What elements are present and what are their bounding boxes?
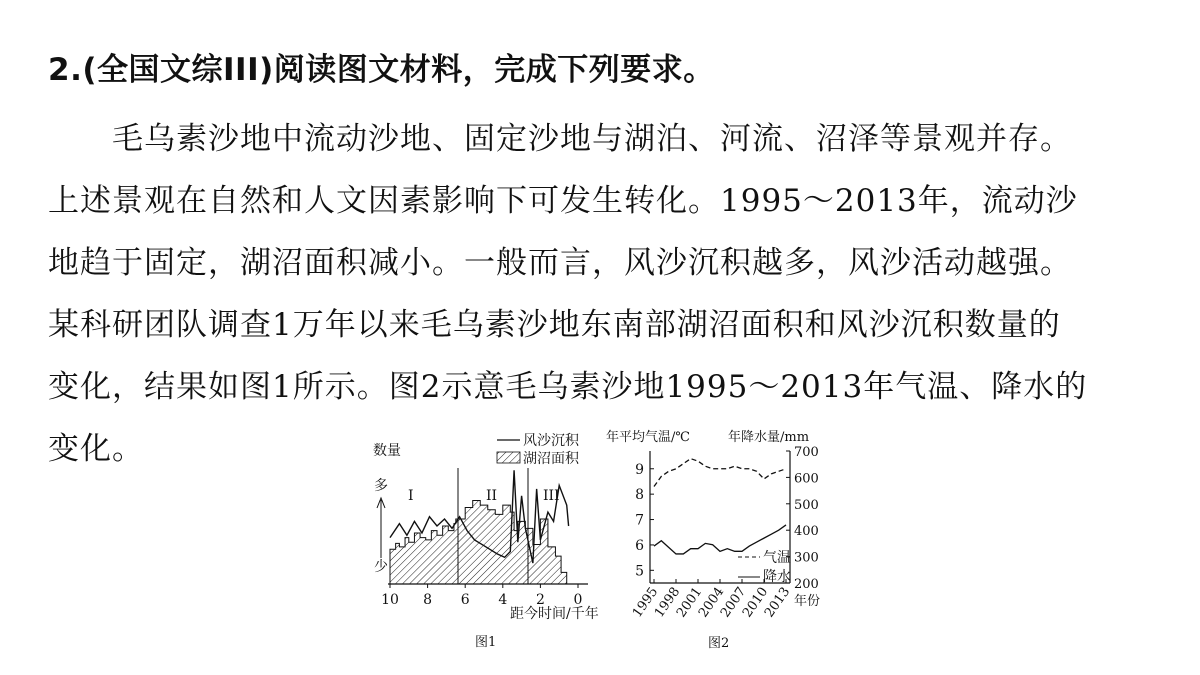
x-tick-label: 4 [498, 592, 508, 608]
figure2-ylabel-left: 年平均气温/℃ [606, 430, 690, 445]
figure1-caption: 图1 [475, 635, 497, 650]
paragraph-line: 地趋于固定，湖沼面积减小。一般而言，风沙沉积越多，风沙活动越强。 [48, 245, 1072, 281]
figure2-chart [600, 425, 840, 660]
x-tick-label: 6 [460, 592, 470, 608]
figure2-ylabel-right: 年降水量/mm [728, 430, 810, 445]
x-tick-label: 10 [381, 592, 399, 608]
figure2-caption: 图2 [708, 636, 730, 651]
paragraph-line: 某科研团队调查1万年以来毛乌素沙地东南部湖沼面积和风沙沉积数量的 [48, 307, 1061, 343]
x-tick-label: 2001 [674, 584, 706, 621]
figure1-chart [360, 428, 630, 658]
right-tick-label: 300 [794, 550, 819, 566]
right-tick-label: 700 [794, 445, 819, 460]
x-tick-label: 2 [535, 592, 545, 608]
figure2-series [654, 459, 786, 554]
left-tick-label: 8 [635, 487, 644, 504]
figure1-y-low: 少 [374, 559, 388, 575]
paragraph-line: 上述景观在自然和人文因素影响下可发生转化。1995～2013年，流动沙 [48, 183, 1078, 219]
question-heading: 2.(全国文综III)阅读图文材料，完成下列要求。 [48, 52, 715, 88]
figure2-x-ticks [630, 579, 793, 620]
right-tick-label: 400 [794, 524, 819, 540]
right-tick-label: 200 [794, 577, 819, 592]
figure1-period-label: I [408, 488, 414, 504]
x-tick-label: 1995 [630, 584, 662, 621]
left-tick-label: 6 [635, 537, 644, 554]
x-tick-label: 0 [573, 592, 583, 608]
paragraph-line: 变化。 [48, 431, 144, 467]
x-tick-label: 2004 [696, 584, 728, 621]
figure1-legend-hatch-swatch [497, 452, 520, 463]
figure1-xlabel: 距今时间/千年 [510, 606, 599, 622]
figure1-y-high: 多 [374, 478, 388, 494]
figure2-legend-temp: 气温 [763, 550, 791, 566]
temperature-line [654, 459, 786, 487]
right-tick-label: 500 [794, 497, 819, 513]
x-tick-label: 2013 [762, 584, 794, 621]
figure1-ylabel: 数量 [373, 443, 401, 459]
left-tick-label: 5 [635, 563, 644, 580]
left-tick-label: 9 [635, 461, 644, 478]
figure2-left-ticks [635, 462, 654, 580]
figure2-legend-precip: 降水 [763, 569, 791, 585]
left-tick-label: 7 [635, 512, 644, 529]
x-tick-label: 2007 [718, 584, 750, 621]
figure2-xunit: 年份 [794, 594, 821, 609]
figure1-period-label: II [486, 488, 498, 504]
figure1-legend-hatch: 湖沼面积 [523, 451, 579, 467]
x-tick-label: 8 [423, 592, 433, 608]
x-tick-label: 1998 [652, 584, 684, 621]
right-tick-label: 600 [794, 471, 819, 487]
figure1-period-label: III [543, 488, 560, 504]
x-tick-label: 2010 [740, 584, 772, 621]
figure1-legend-line: 风沙沉积 [523, 433, 579, 449]
paragraph-line: 毛乌素沙地中流动沙地、固定沙地与湖泊、河流、沼泽等景观并存。 [112, 121, 1072, 157]
paragraph-line: 变化，结果如图1所示。图2示意毛乌素沙地1995～2013年气温、降水的 [48, 369, 1088, 405]
figure1-x-ticks [381, 584, 582, 608]
